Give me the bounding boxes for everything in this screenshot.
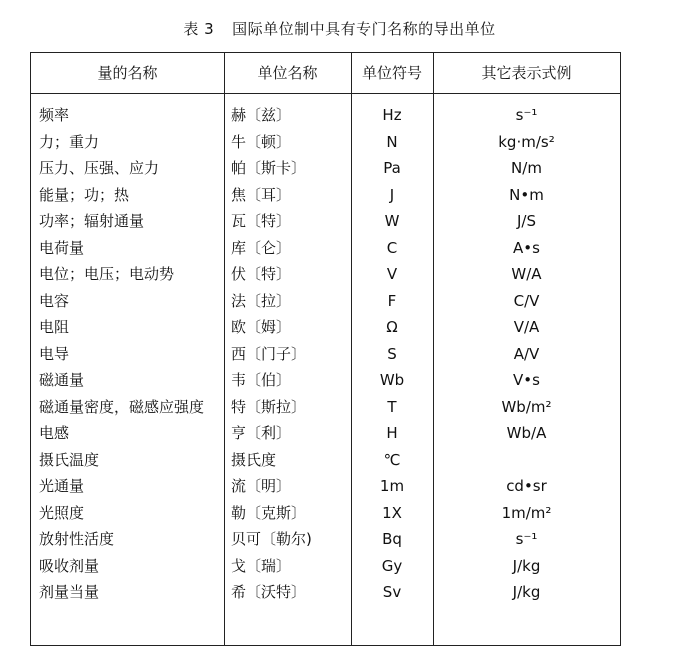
- unit-symbol-cell: N: [386, 132, 398, 151]
- unit-name-cell: 赫〔兹〕: [231, 106, 292, 124]
- unit-name-cell: 韦〔伯〕: [231, 371, 292, 389]
- quantity-name-cell: 光通量: [39, 477, 85, 495]
- table-row: [31, 579, 620, 606]
- unit-symbol-cell: T: [387, 397, 397, 416]
- other-expression-cell: s⁻¹: [515, 106, 538, 124]
- unit-symbol-cell: F: [387, 291, 397, 310]
- table-caption: [0, 18, 679, 39]
- table-row: [31, 526, 620, 553]
- table-row: [31, 367, 620, 394]
- unit-name-cell: 特〔斯拉〕: [231, 397, 307, 416]
- table-row: [31, 155, 620, 182]
- table-row: [31, 420, 620, 447]
- unit-symbol-cell: V: [386, 265, 398, 283]
- unit-name-cell: 西〔门子〕: [231, 344, 307, 363]
- other-expression-cell: s⁻¹: [515, 530, 538, 548]
- other-expression-cell: V/A: [513, 318, 540, 336]
- quantity-name-cell: 压力、压强、应力: [39, 159, 160, 177]
- unit-name-cell: 欧〔姆〕: [231, 318, 292, 336]
- unit-symbol-cell: C: [386, 238, 398, 257]
- unit-symbol-cell: W: [384, 212, 400, 230]
- table-row: [31, 208, 620, 235]
- unit-name-cell: 流〔明〕: [231, 477, 292, 495]
- unit-name-cell: 牛〔顿〕: [231, 132, 292, 151]
- quantity-name-cell: 能量；功；热: [39, 185, 130, 204]
- unit-symbol-cell: 1m: [379, 477, 405, 495]
- other-expression-cell: W/A: [511, 265, 542, 283]
- quantity-name-cell: 力；重力: [39, 132, 100, 151]
- unit-name-cell: 库〔仑〕: [231, 238, 292, 257]
- header-unit-symbol: 单位符号: [361, 64, 422, 82]
- table-row: [31, 341, 620, 368]
- quantity-name-cell: 电位；电压；电动势: [39, 265, 175, 283]
- unit-symbol-cell: Gy: [381, 556, 403, 575]
- table-title: 国际单位制中具有专门名称的导出单位: [232, 20, 496, 38]
- unit-name-cell: 戈〔瑞〕: [231, 556, 292, 575]
- table-row: [31, 129, 620, 156]
- other-expression-cell: cd•sr: [506, 477, 547, 495]
- unit-name-cell: 勒〔克斯〕: [231, 503, 307, 522]
- other-expression-cell: J/kg: [512, 556, 541, 575]
- table-row: [31, 261, 620, 288]
- quantity-name-cell: 剂量当量: [39, 583, 100, 601]
- quantity-name-cell: 磁通量: [39, 371, 85, 389]
- table-row: [31, 394, 620, 421]
- quantity-name-cell: 电阻: [39, 318, 70, 336]
- other-expression-cell: N•m: [509, 185, 544, 204]
- other-expression-cell: J/S: [517, 212, 536, 230]
- other-expression-cell: 1m/m²: [501, 503, 552, 522]
- table-row: [31, 553, 620, 580]
- quantity-name-cell: 摄氏温度: [39, 450, 100, 469]
- quantity-name-cell: 吸收剂量: [39, 556, 100, 575]
- table-row: [31, 314, 620, 341]
- header-unit-name: 单位名称: [257, 64, 318, 82]
- quantity-name-cell: 电感: [39, 424, 70, 442]
- unit-symbol-cell: Sv: [382, 583, 402, 601]
- table-row: [31, 235, 620, 262]
- unit-symbol-cell: ℃: [383, 450, 401, 469]
- unit-name-cell: 贝可〔勒尔): [231, 530, 312, 548]
- table-number: 表 3: [183, 20, 215, 38]
- other-expression-cell: N/m: [511, 159, 542, 177]
- unit-symbol-cell: 1X: [382, 503, 402, 522]
- table-row: [31, 288, 620, 315]
- unit-symbol-cell: Pa: [383, 159, 401, 177]
- other-expression-cell: C/V: [513, 291, 540, 310]
- unit-name-cell: 摄氏度: [231, 450, 277, 469]
- other-expression-cell: Wb/A: [506, 424, 547, 442]
- other-expression-cell: Wb/m²: [501, 397, 552, 416]
- quantity-name-cell: 放射性活度: [39, 530, 115, 548]
- unit-symbol-cell: Ω: [386, 318, 398, 336]
- unit-symbol-cell: H: [386, 424, 398, 442]
- quantity-name-cell: 电容: [39, 291, 70, 310]
- unit-name-cell: 希〔沃特〕: [231, 583, 307, 601]
- unit-name-cell: 法〔拉〕: [231, 291, 292, 310]
- quantity-name-cell: 频率: [39, 106, 70, 124]
- derived-units-table: [30, 52, 621, 646]
- other-expression-cell: A/V: [513, 344, 540, 363]
- table-row: [31, 473, 620, 500]
- unit-symbol-cell: S: [387, 344, 397, 363]
- unit-symbol-cell: J: [389, 185, 395, 204]
- header-other-expression: 其它表示式例: [481, 64, 572, 82]
- table-row: [31, 447, 620, 474]
- header-quantity-name: 量的名称: [97, 64, 158, 82]
- unit-name-cell: 瓦〔特〕: [231, 212, 292, 230]
- unit-symbol-cell: Hz: [382, 106, 402, 124]
- quantity-name-cell: 磁通量密度，磁感应强度: [39, 397, 205, 416]
- table-row: [31, 182, 620, 209]
- unit-name-cell: 伏〔特〕: [231, 265, 292, 283]
- unit-symbol-cell: Bq: [382, 530, 402, 548]
- unit-name-cell: 帕〔斯卡〕: [231, 159, 307, 177]
- table-row: [31, 500, 620, 527]
- other-expression-cell: A•s: [513, 238, 540, 257]
- other-expression-cell: V•s: [513, 371, 540, 389]
- other-expression-cell: J/kg: [512, 583, 541, 601]
- unit-symbol-cell: Wb: [379, 371, 405, 389]
- table-row: [31, 102, 620, 129]
- table-header: [31, 53, 620, 94]
- other-expression-cell: kg·m/s²: [498, 132, 555, 151]
- quantity-name-cell: 电导: [39, 344, 70, 363]
- unit-name-cell: 亨〔利〕: [231, 424, 292, 442]
- quantity-name-cell: 电荷量: [39, 238, 85, 257]
- quantity-name-cell: 功率；辐射通量: [39, 212, 145, 230]
- quantity-name-cell: 光照度: [39, 503, 85, 522]
- unit-name-cell: 焦〔耳〕: [231, 185, 292, 204]
